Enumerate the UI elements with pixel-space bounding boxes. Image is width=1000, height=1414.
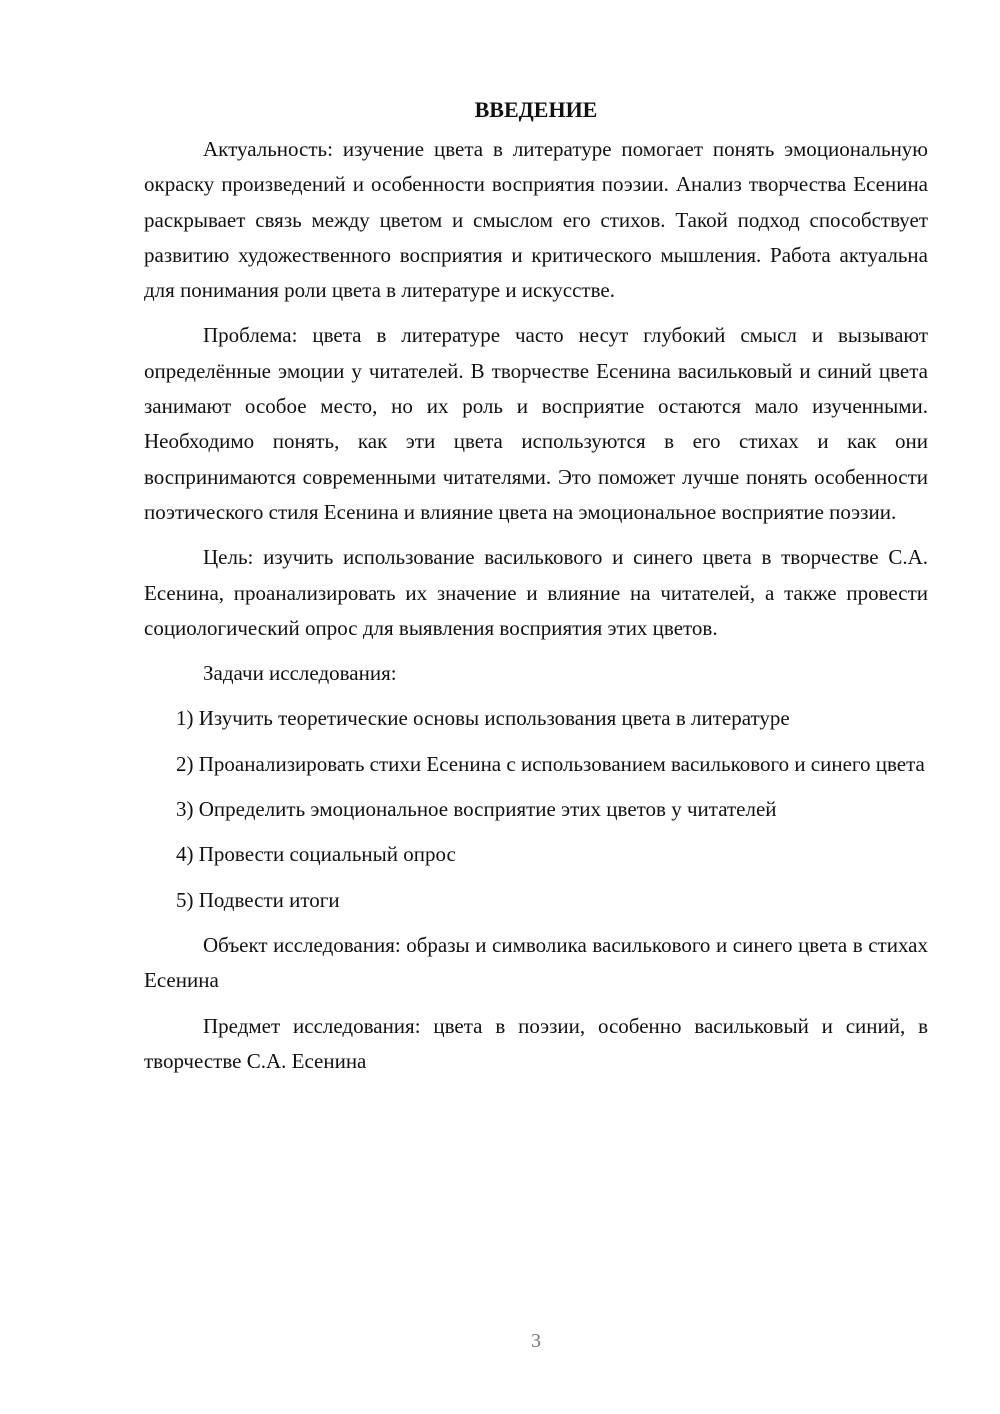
- paragraph-problem: Проблема: цвета в литературе часто несут глубокий смысл и вызывают определённые эмоции у читателей. В творчестве Есенина васильковый и синий цвета занимают особое место, но их роль и восприятие остаются мало изученными. Необходимо понять, как эти цвета используются в его стихах и как они воспринимаются современными читателями. Это поможет лучше понять особенности поэтического стиля Есенина и влияние цвета на эмоциональное восприятие поэзии.: [144, 323, 928, 524]
- paragraph-relevance: Актуальность: изучение цвета в литературе помогает понять эмоциональную окраску произведений и особенности восприятия поэзии. Анализ творчества Есенина раскрывает связь между цветом и смыслом его стихов. Такой подход способствует развитию художественного восприятия и критического мышления. Работа актуальна для понимания роли цвета в литературе и искусстве.: [144, 137, 928, 303]
- task-item-3: 3) Определить эмоциональное восприятие этих цветов у читателей: [176, 797, 777, 822]
- page-content: [144, 92, 928, 1089]
- page-number: 3: [531, 1330, 541, 1352]
- tasks-heading: Задачи исследования:: [203, 661, 397, 686]
- task-item-4: 4) Провести социальный опрос: [176, 842, 456, 867]
- task-item-1: 1) Изучить теоретические основы использования цвета в литературе: [176, 706, 790, 731]
- task-item-2: 2) Проанализировать стихи Есенина с использованием василькового и синего цвета: [176, 751, 925, 776]
- paragraph-object: Объект исследования: образы и символика василькового и синего цвета в стихах Есенина: [144, 932, 928, 993]
- paragraph-goal: Цель: изучить использование василькового и синего цвета в творчестве С.А. Есенина, проанализировать их значение и влияние на читателей, а также провести социологический опрос для выявления восприятия этих цветов.: [144, 545, 928, 640]
- task-item-5: 5) Подвести итоги: [176, 887, 340, 912]
- paragraph-subject: Предмет исследования: цвета в поэзии, особенно васильковый и синий, в творчестве С.А. Есенина: [144, 1013, 928, 1073]
- section-title: ВВЕДЕНИЕ: [474, 97, 598, 122]
